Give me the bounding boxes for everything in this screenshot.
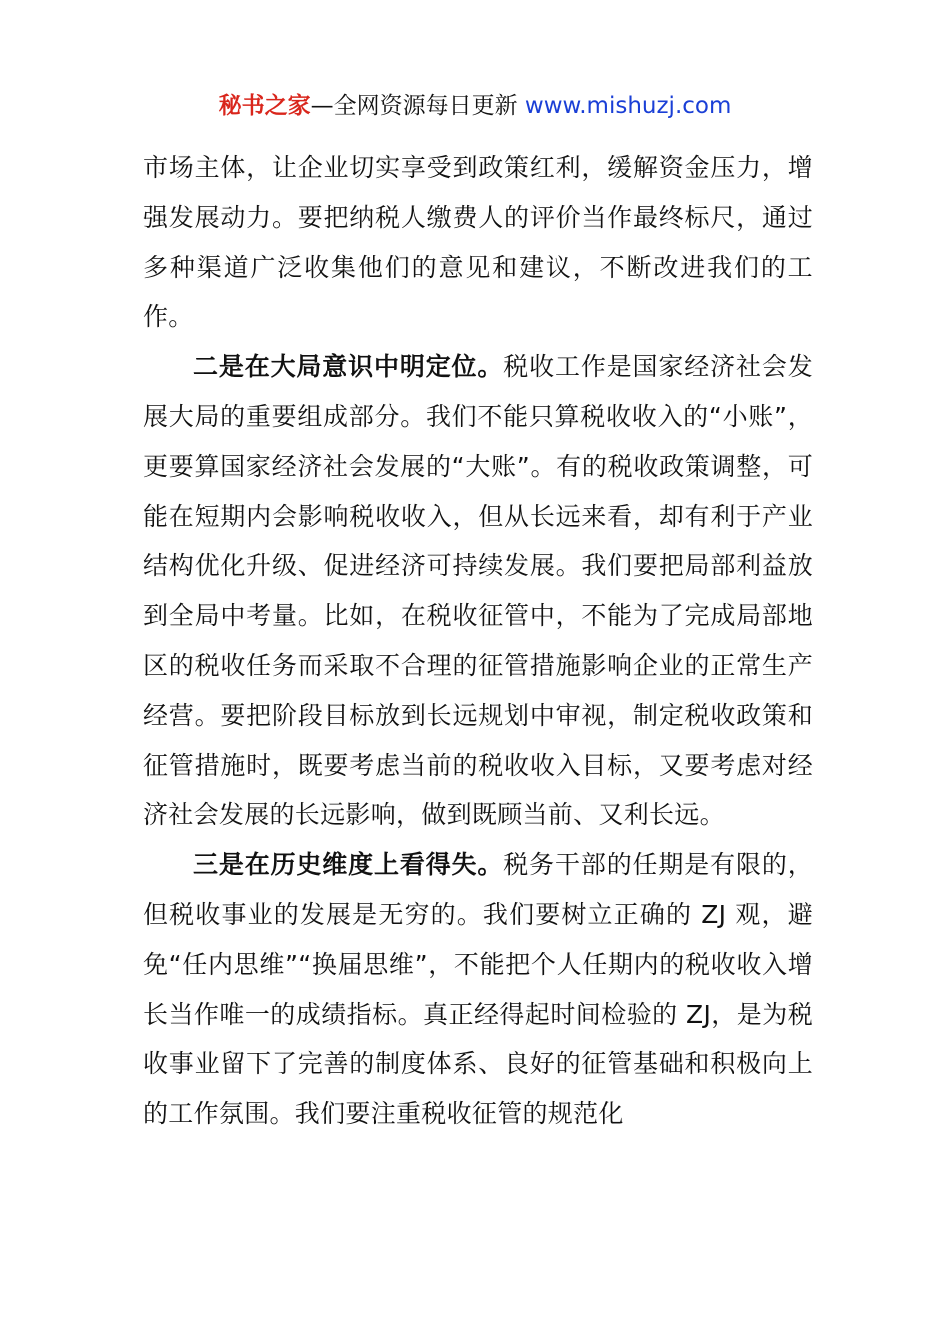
header-tagline: —全网资源每日更新 [310,93,525,119]
header-brand: 秘书之家 [218,93,311,119]
paragraph-text: 税务干部的任期是有限的，但税收事业的发展是无穷的。我们要树立正确的 ZJ 观，避免“任内思维”“换届思维”，不能把个人任期内的税收收入增长当作唯一的成绩指标。真正经得起时间检验的 ZJ，是为税收事业留下了完善的制度体系、良好的征管基础和积极向上的工作氛围。我们要注重税收征管的规范化 [143,850,813,1129]
page-header [0,86,950,126]
document-body [143,143,813,1139]
header-url-link[interactable]: www.mishuzj.com [524,93,732,119]
paragraph-two [143,342,813,840]
paragraph-text: 市场主体，让企业切实享受到政策红利，缓解资金压力，增强发展动力。要把纳税人缴费人的评价当作最终标尺，通过多种渠道广泛收集他们的意见和建议，不断改进我们的工作。 [143,153,813,332]
paragraph-text: 税收工作是国家经济社会发展大局的重要组成部分。我们不能只算税收收入的“小账”，更要算国家经济社会发展的“大账”。有的税收政策调整，可能在短期内会影响税收收入，但从长远来看，却有利于产业结构优化升级、促进经济可持续发展。我们要把局部利益放到全局中考量。比如，在税收征管中，不能为了完成局部地区的税收任务而采取不合理的征管措施影响企业的正常生产经营。要把阶段目标放到长远规划中审视，制定税收政策和征管措施时，既要考虑当前的税收收入目标，又要考虑对经济社会发展的长远影响，做到既顾当前、又利长远。 [143,352,813,830]
paragraph-continued [143,143,813,342]
paragraph-three [143,840,813,1139]
paragraph-lead-heading: 二是在大局意识中明定位。 [193,352,504,382]
paragraph-lead-heading: 三是在历史维度上看得失。 [193,850,504,880]
